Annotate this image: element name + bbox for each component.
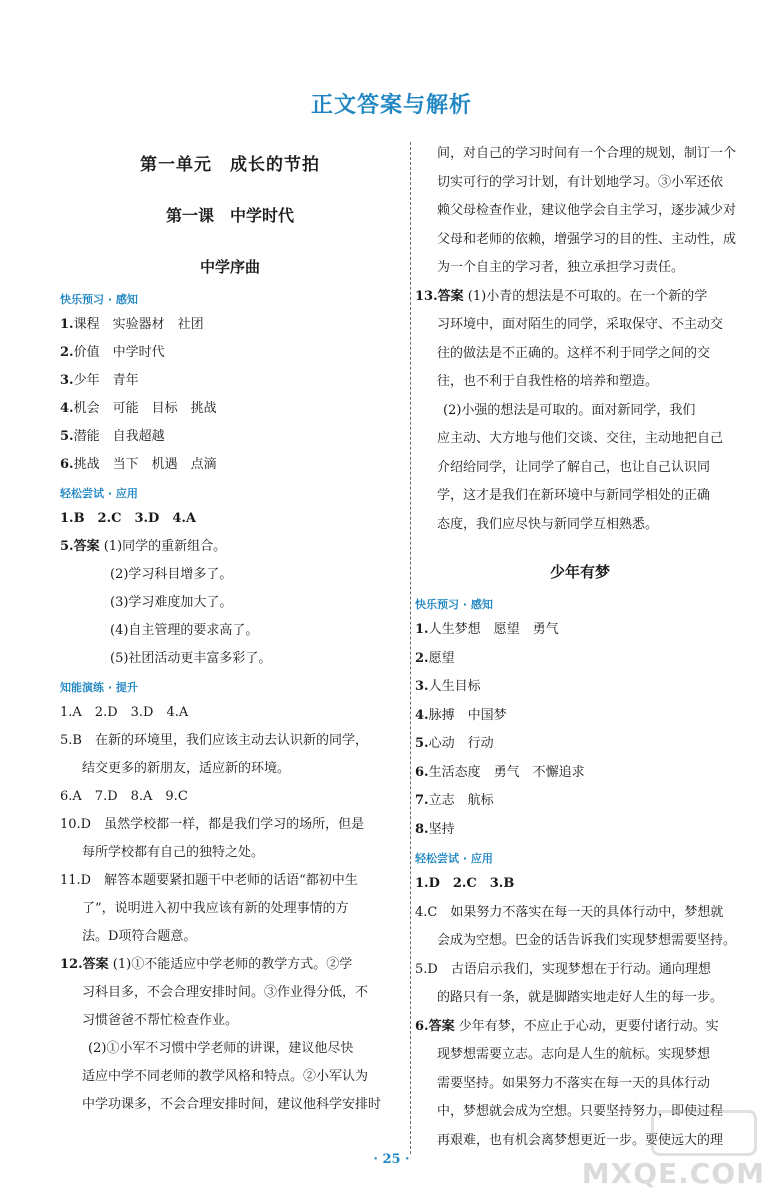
ex12-line3: 习惯爸爸不帮忙检查作业。 [82, 1013, 239, 1028]
t5-line1: 5.D 古语启示我们，实现梦想在于行动。通向理想 [415, 961, 711, 977]
list-item: 5.潜能 自我超越 [60, 429, 165, 444]
q5-item: (4)自主管理的要求高了。 [110, 623, 259, 638]
q13-lines [415, 311, 745, 397]
list-item: 7.立志 航标 [415, 793, 494, 808]
tag-try: 轻松尝试 · 应用 [60, 487, 138, 500]
list-item: 2.愿望 [415, 650, 455, 666]
q5-item: (2)学习科目增多了。 [110, 567, 233, 582]
ex5-line2: 结交更多的新朋友，适应新的环境。 [82, 761, 291, 776]
list-item: 6.生活态度 勇气 不懈追求 [415, 764, 585, 780]
ex5-line1: 5.B 在新的环境里，我们应该主动去认识新的同学， [60, 733, 368, 748]
ex-answers-2: 6.A 7.D 8.A 9.C [60, 789, 188, 804]
text-line: 再艰难，也有机会离梦想更近一步。要使远大的理 [437, 1132, 724, 1148]
ex12-line6: 中学功课多，不会合理安排时间，建议他科学安排时 [82, 1097, 382, 1112]
list-item: 4.脉搏 中国梦 [415, 707, 507, 723]
tag-practice: 知能演练 · 提升 [60, 681, 138, 694]
text-line: 态度，我们应尽快与新同学互相熟悉。 [437, 516, 659, 532]
preview-list [60, 311, 400, 479]
unit-heading: 第一单元 成长的节拍 [140, 155, 320, 175]
text-line: 切实可行的学习计划，有计划地学习。③小军还依 [437, 174, 724, 190]
ex-answers-1: 1.A 2.D 3.D 4.A [60, 705, 189, 720]
text-line: 学，这才是我们在新环境中与新同学相处的正确 [437, 488, 711, 503]
continued-text [415, 140, 745, 283]
column-divider [410, 142, 411, 1154]
q5-item: (3)学习难度加大了。 [110, 595, 233, 610]
lesson-heading: 第一课 中学时代 [165, 206, 294, 225]
list-item: 5.心动 行动 [415, 736, 494, 751]
text-line: 往的做法是不正确的。这样不利于同学之间的交 [437, 345, 711, 361]
q5-items [60, 561, 400, 673]
list-item: 1.人生梦想 愿望 勇气 [415, 622, 559, 637]
text-line: 习环境中，面对陌生的同学，采取保守、不主动交 [437, 317, 724, 332]
preview-list-2 [415, 616, 745, 844]
watermark-badge-icon [651, 1110, 757, 1156]
tag-preview: 快乐预习 · 感知 [60, 293, 138, 306]
list-item: 3.人生目标 [415, 679, 481, 694]
left-column [60, 140, 400, 1119]
ex11-line2: 了”，说明进入初中我应该有新的处理事情的方 [82, 901, 349, 916]
list-item: 6.挑战 当下 机遇 点滴 [60, 457, 217, 472]
ex11-line3: 法。D项符合题意。 [82, 929, 197, 944]
ex12-line1: 12.答案 (1)①不能适应中学老师的教学方式。②学 [60, 957, 353, 972]
tag-try-2: 轻松尝试 · 应用 [415, 852, 493, 865]
text-line: 为一个自主的学习者，独立承担学习责任。 [437, 260, 685, 275]
page-number: · 25 · [373, 1152, 410, 1167]
page-title: 正文答案与解析 [310, 93, 472, 118]
list-item: 4.机会 可能 目标 挑战 [60, 401, 217, 416]
watermark-logo [581, 1114, 775, 1194]
q13-p2-lines [415, 425, 745, 539]
ex12-line2: 习科目多，不会合理安排时间。③作业得分低，不 [82, 985, 369, 1000]
text-line: 往，也不利于自我性格的培养和塑造。 [437, 374, 659, 389]
text-line: 中，梦想就会成为空想。只要坚持努力，即使过程 [437, 1104, 724, 1119]
try-answers: 1.B 2.C 3.D 4.A [60, 511, 196, 526]
t4-line1: 4.C 如果努力不落实在每一天的具体行动中，梦想就 [415, 904, 724, 920]
text-line: 应主动、大方地与他们交谈、交往，主动地把自己 [437, 431, 724, 446]
q13-line1: 13.答案 (1)小青的想法是不可取的。在一个新的学 [415, 288, 708, 304]
ex11-line1: 11.D 解答本题要紧扣题干中老师的话语“都初中生 [60, 873, 358, 888]
section-heading-intro: 中学序曲 [199, 258, 260, 276]
q5-item: (5)社团活动更丰富多彩了。 [110, 651, 272, 666]
list-item: 8.坚持 [415, 821, 455, 837]
ex12-line5: 适应中学不同老师的教学风格和特点。②小军认为 [82, 1069, 369, 1084]
t6-line1: 6.答案 少年有梦，不应止于心动，更要付诸行动。实 [415, 1018, 719, 1034]
section-heading-dream: 少年有梦 [549, 563, 610, 581]
q5-answer: 5.答案 (1)同学的重新组合。 [60, 539, 227, 554]
tag-preview-2: 快乐预习 · 感知 [415, 598, 493, 611]
text-line: 介绍给同学，让同学了解自己，也让自己认识同 [437, 459, 711, 475]
text-line: 需要坚持。如果努力不落实在每一天的具体行动 [437, 1075, 711, 1091]
text-line: 赖父母检查作业，建议他学会自主学习，逐步减少对 [437, 203, 737, 218]
ex12-line4: (2)①小军不习惯中学老师的讲课，建议他尽快 [88, 1041, 354, 1056]
q13-p2-first: (2)小强的想法是可取的。面对新同学，我们 [443, 402, 696, 418]
list-item: 3.少年 青年 [60, 373, 139, 388]
t5-line2: 的路只有一条，就是脚踏实地走好人生的每一步。 [437, 990, 724, 1005]
watermark-text: MXQE.COM [581, 1157, 765, 1190]
list-item: 1.课程 实验器材 社团 [60, 317, 204, 332]
text-line: 间，对自己的学习时间有一个合理的规划，制订一个 [437, 146, 737, 161]
ex10-line1: 10.D 虽然学校都一样，都是我们学习的场所，但是 [60, 817, 365, 832]
list-item: 2.价值 中学时代 [60, 345, 165, 360]
text-line: 父母和老师的依赖，增强学习的目的性、主动性，成 [437, 231, 737, 247]
t4-line2: 会成为空想。巴金的话告诉我们实现梦想需要坚持。 [437, 933, 737, 948]
right-column [415, 140, 745, 1155]
try-answers-2: 1.D 2.C 3.B [415, 876, 515, 891]
text-line: 现梦想需要立志。志向是人生的航标。实现梦想 [437, 1047, 711, 1062]
ex10-line2: 每所学校都有自己的独特之处。 [82, 845, 265, 860]
